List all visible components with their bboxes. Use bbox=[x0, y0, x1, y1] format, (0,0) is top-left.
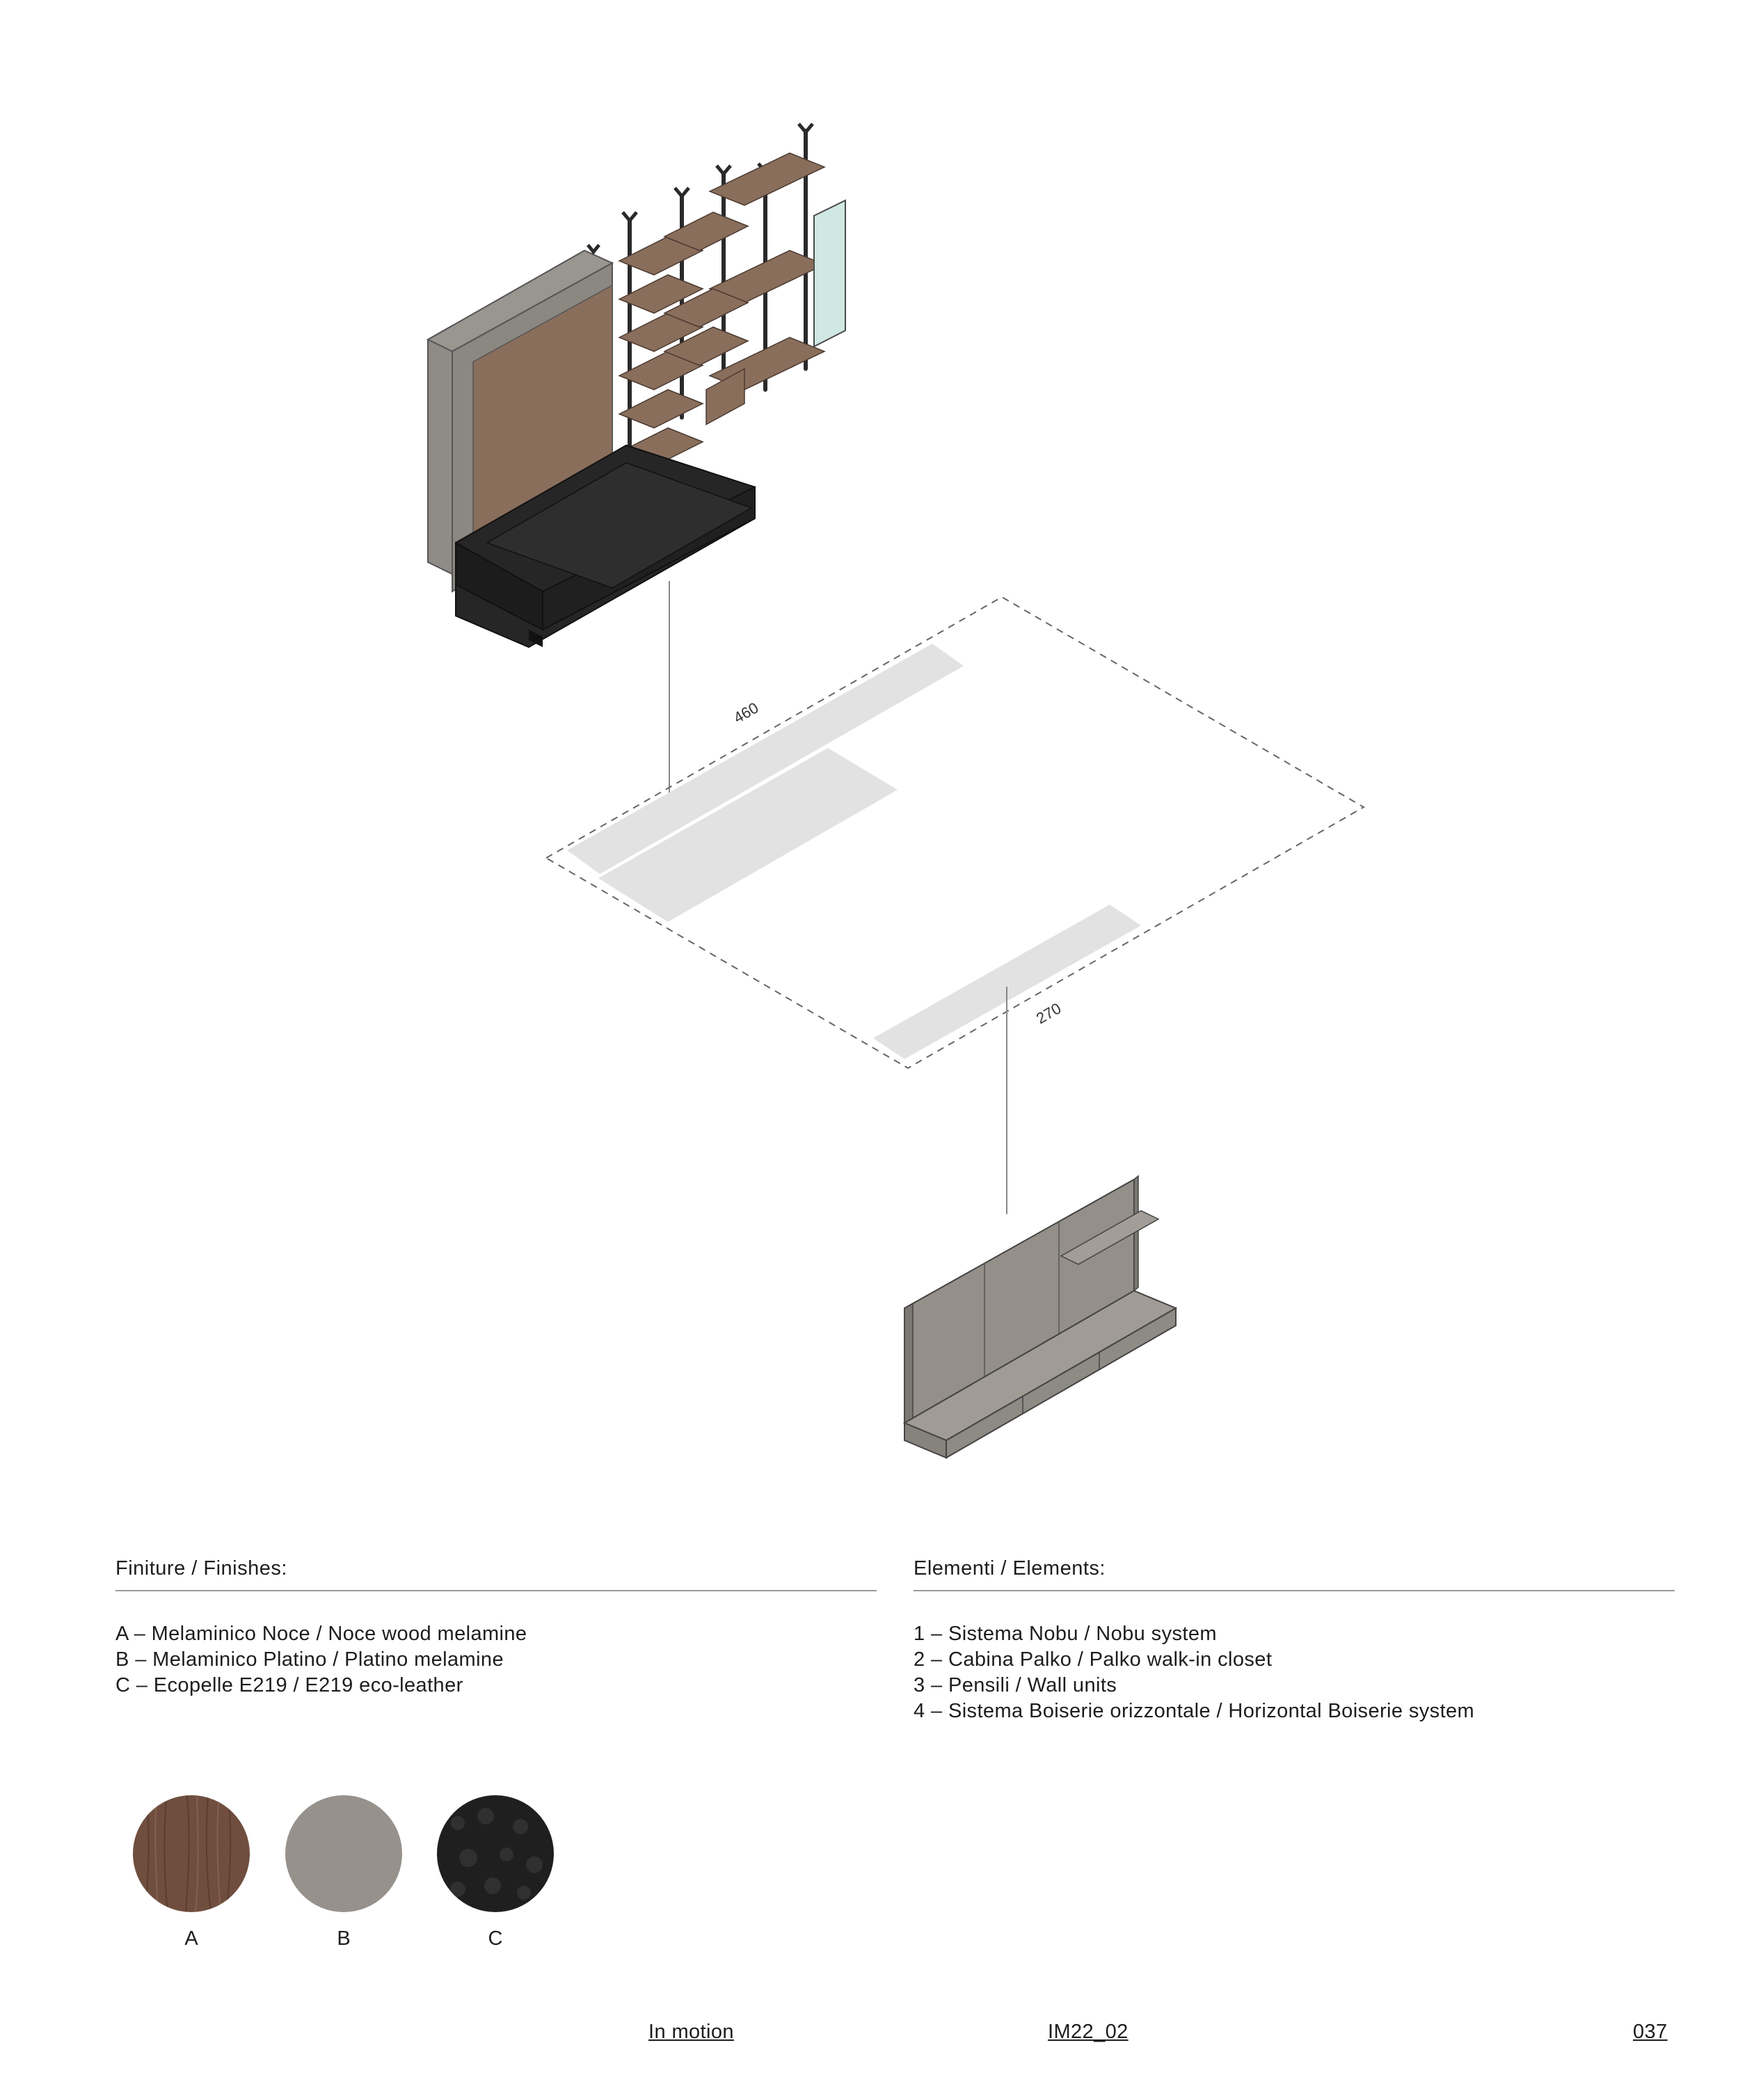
finishes-title: Finiture / Finishes: bbox=[115, 1557, 287, 1580]
dimension-length: 460 bbox=[731, 699, 762, 727]
elements-list bbox=[914, 1621, 1474, 1724]
finish-item: A – Melaminico Noce / Noce wood melamine bbox=[115, 1623, 527, 1645]
elements-divider bbox=[914, 1590, 1675, 1591]
finish-item: B – Melaminico Platino / Platino melamine bbox=[115, 1648, 504, 1671]
boiserie-unit bbox=[904, 1176, 1176, 1458]
page-number[interactable]: 037 bbox=[1633, 2021, 1668, 2043]
finish-item: C – Ecopelle E219 / E219 eco-leather bbox=[115, 1674, 463, 1696]
element-item: 4 – Sistema Boiserie orizzontale / Horizontal Boiserie system bbox=[914, 1700, 1475, 1722]
footer-code-link[interactable]: IM22_02 bbox=[1048, 2021, 1129, 2043]
element-item: 2 – Cabina Palko / Palko walk-in closet bbox=[914, 1648, 1273, 1671]
element-item: 3 – Pensili / Wall units bbox=[914, 1674, 1117, 1696]
swatch-label-b: B bbox=[337, 1927, 351, 1950]
elements-title: Elementi / Elements: bbox=[914, 1557, 1106, 1580]
swatch-eco-leather bbox=[437, 1795, 554, 1912]
swatch-walnut bbox=[133, 1795, 250, 1912]
finishes-list bbox=[115, 1621, 527, 1699]
swatch-label-a: A bbox=[184, 1927, 198, 1950]
dimension-width: 270 bbox=[1033, 999, 1065, 1028]
finishes-divider bbox=[115, 1590, 877, 1591]
swatch-platino bbox=[285, 1795, 402, 1912]
element-item: 1 – Sistema Nobu / Nobu system bbox=[914, 1623, 1217, 1645]
footer-section-link[interactable]: In motion bbox=[648, 2021, 734, 2043]
shelving-system bbox=[588, 124, 845, 466]
swatch-label-c: C bbox=[488, 1927, 503, 1950]
